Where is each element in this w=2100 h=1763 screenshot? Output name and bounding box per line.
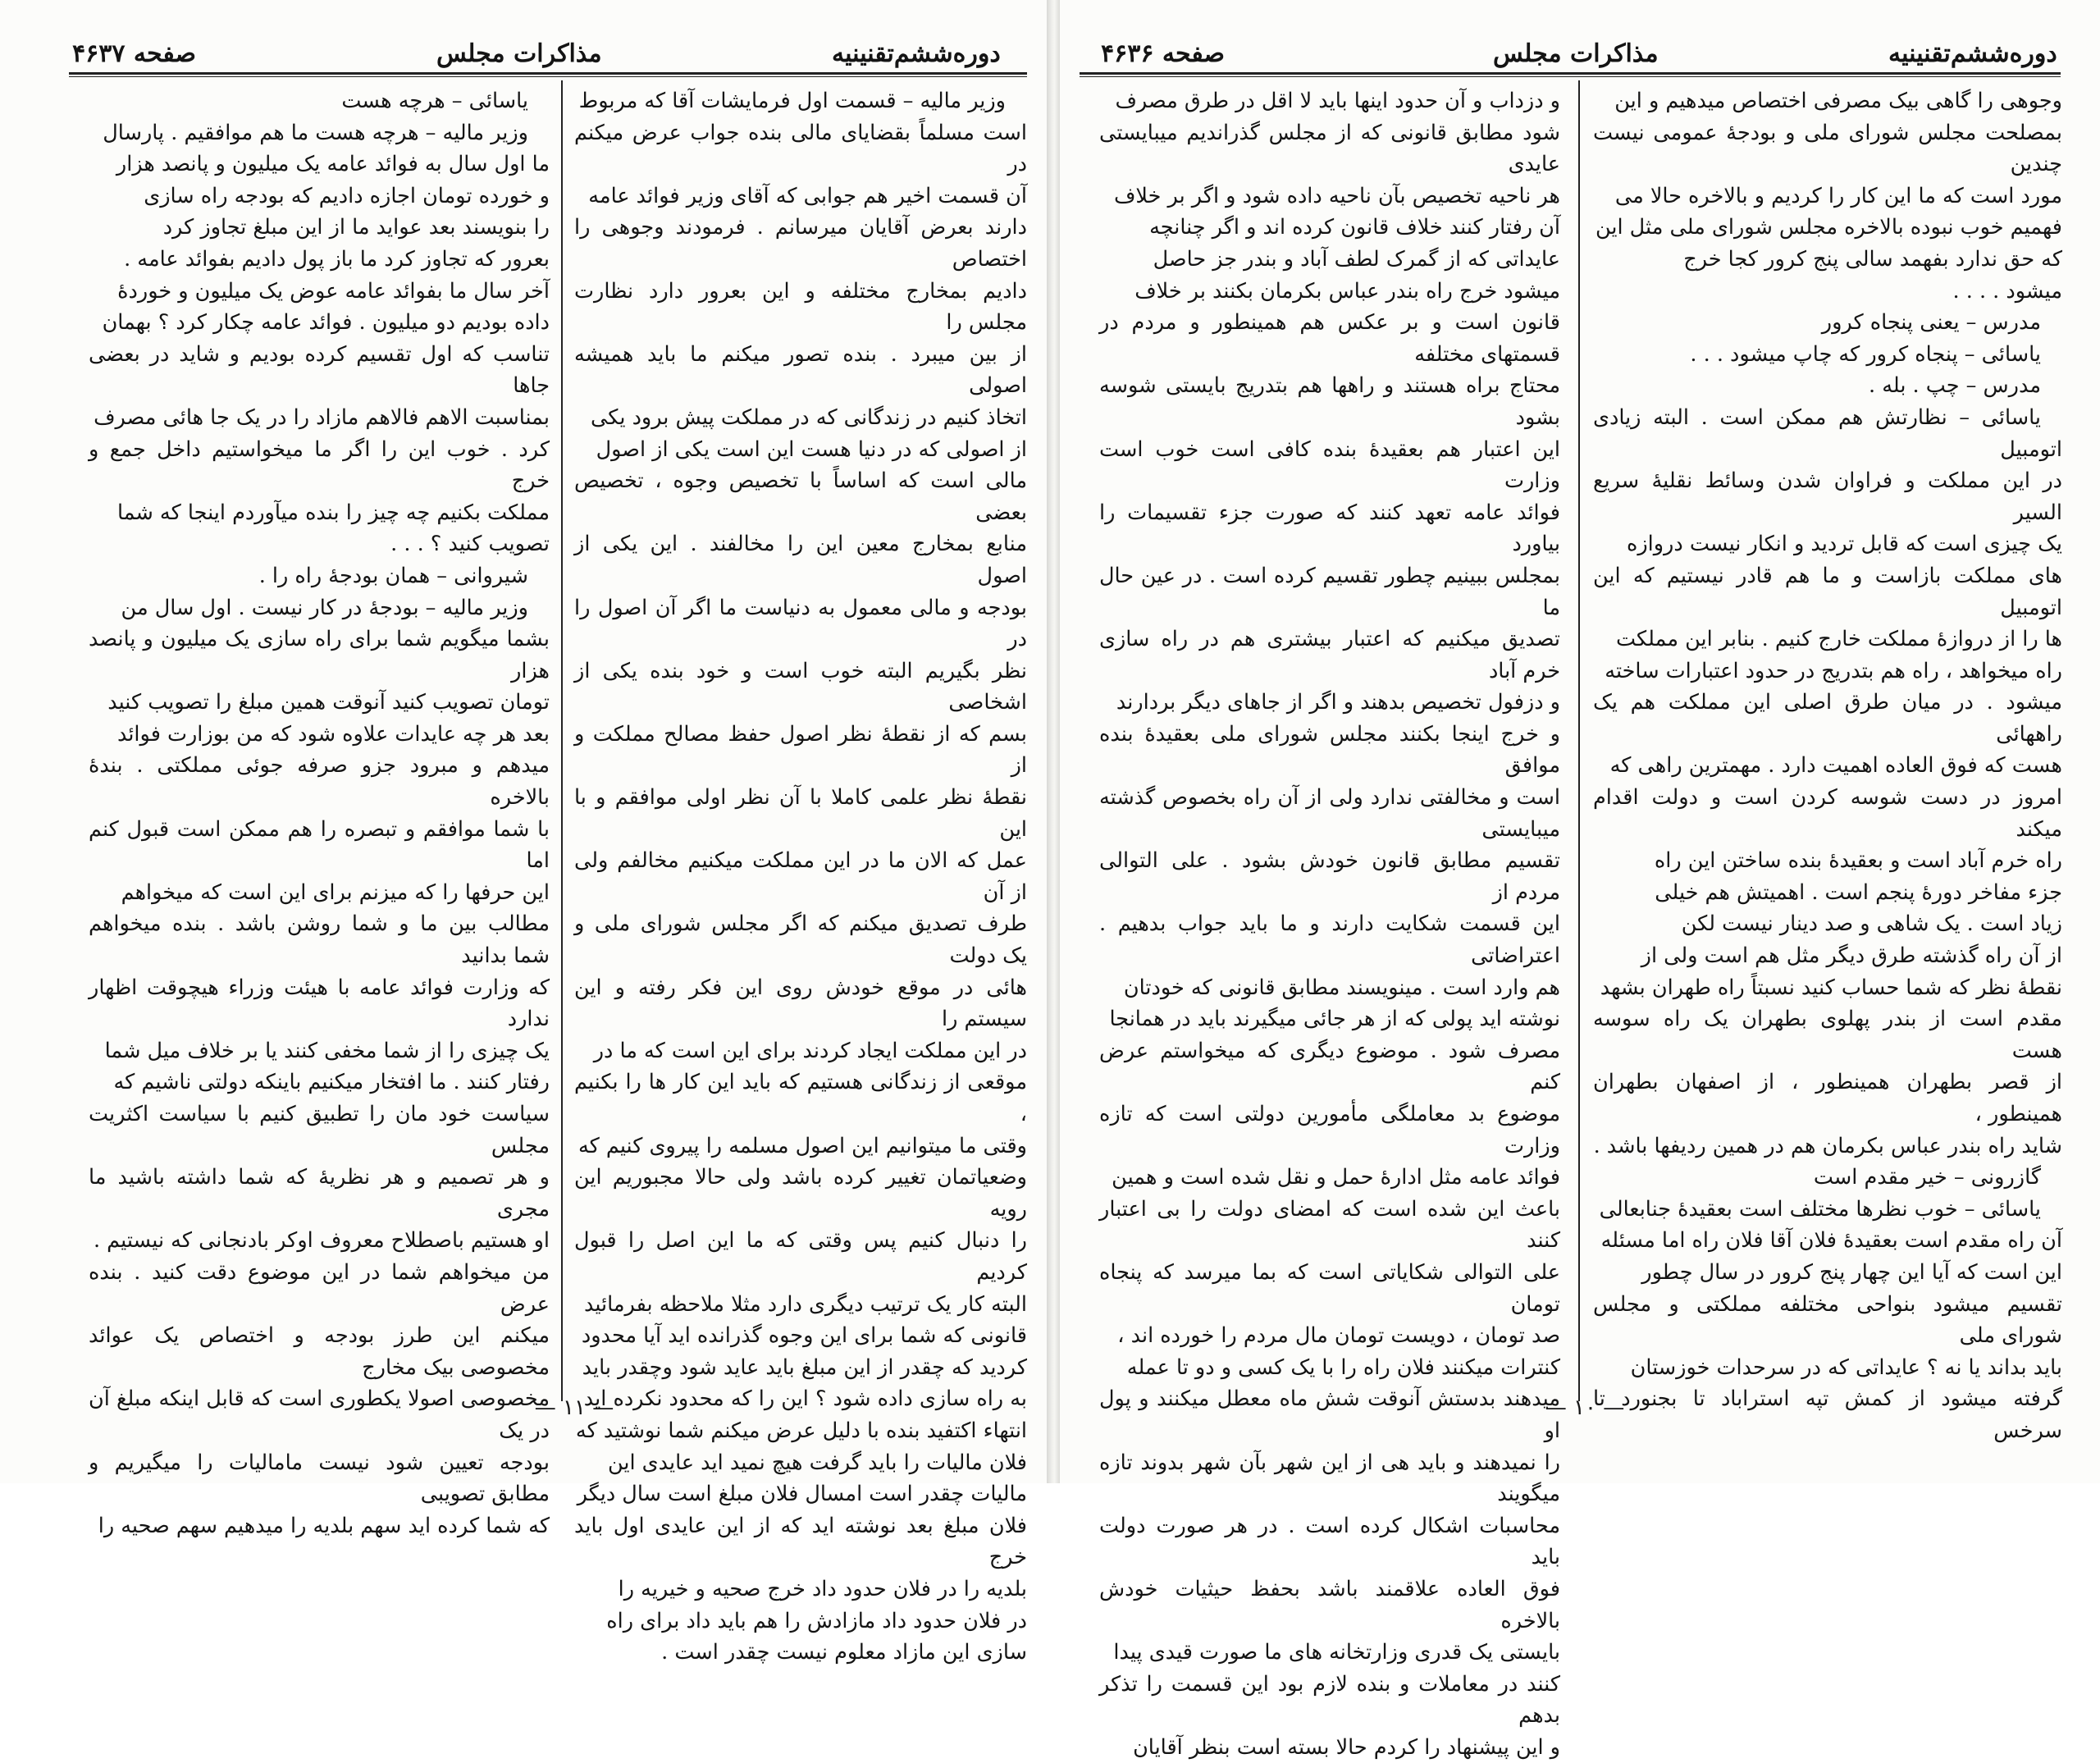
text-line: مقدم است از بندر پهلوی بطهران یک راه سوسه هست	[1593, 1007, 2062, 1063]
text-line: را نمیدهند و باید هی از این شهر بآن شهر بدوند تازه میگویند	[1099, 1450, 1560, 1507]
text-line: وزیر مالیه – هرچه هست ما هم موافقیم . پارسال	[103, 120, 528, 145]
text-line: دادیم بمخارج مختلفه و این بعرور دارد نظارت مجلس را	[574, 278, 1027, 336]
text-line: میشود . . . .	[1952, 278, 2062, 304]
text-column-right	[1593, 85, 2062, 1443]
text-line: گازرونی – خیر مقدم است	[1813, 1165, 2041, 1190]
text-line: بایستی یک قدری وزارتخانه های ما صورت قیدی پیدا	[1113, 1640, 1560, 1665]
text-line: امروز در دست شوسه کردن است و دولت اقدام میکند	[1593, 785, 2062, 842]
text-line: محتاج براه هستند و راهها هم بتدریج بایستی شوسه بشود	[1099, 373, 1560, 430]
text-line: میدهم و مبرود جزو صرفه جوئی مملکتی . بندهٔ بالاخره	[89, 753, 550, 811]
text-line: از قصر بطهران همینطور ، از اصفهان بطهران همینطور ،	[1593, 1070, 2062, 1126]
text-line: میشود . در میان طرق اصلی این مملکت هم یک راههائی	[1593, 690, 2062, 747]
header-rule	[69, 72, 1027, 75]
text-line: البته کار یک ترتیب دیگری دارد مثلا ملاحظه بفرمائید	[583, 1291, 1027, 1317]
text-line: مطالب بین ما و شما روشن باشد . بنده میخواهم شما بدانید	[89, 911, 550, 969]
text-line: ها را از دروازهٔ مملکت خارج کنیم . بنابر این مملکت	[1616, 627, 2062, 652]
page-number: — ۱۰ —	[1545, 1395, 1625, 1420]
text-line: وقتی ما میتوانیم این اصول مسلمه را پیروی کنیم که	[578, 1133, 1027, 1158]
text-line: یک چیزی را از شما مخفی کنند یا بر خلاف میل شما	[104, 1038, 550, 1063]
text-line: از اصولی که در دنیا هست این است یکی از اصول	[596, 436, 1027, 462]
text-line: این حرفها را که میزنم برای این است که میخواهم	[121, 879, 550, 905]
text-line: و خورده تومان اجازه دادیم که بودجه راه سازی	[144, 183, 550, 208]
text-line: هائی در موقع خودش روی این فکر رفته و این سیستم را	[574, 975, 1027, 1032]
text-line: اتخاذ کنیم در زندگانی که در مملکت پیش برود یکی	[591, 404, 1027, 430]
text-line: سازی این مازاد معلوم نیست چقدر است .	[661, 1640, 1027, 1665]
text-line: موقعی از زندگانی هستیم که باید این کار ها را بکنیم ،	[574, 1070, 1027, 1126]
text-line: مورد است که ما این کار را کردیم و بالاخره حالا می	[1614, 183, 2062, 208]
text-line: صد تومان ، دویست تومان مال مردم را خورده اند ،	[1117, 1323, 1560, 1349]
text-line: گرفته میشود از کمش تپه استراباد تا بجنورد تا سرخس	[1593, 1386, 2062, 1443]
text-line: قانون است و بر عکس هم همینطور و مردم در قسمتهای مختلفه	[1099, 310, 1560, 367]
text-line: هست که فوق العاده اهمیت دارد . مهمترین راهی که	[1609, 753, 2062, 779]
text-line: آن راه مقدم است بعقیدهٔ فلان آقا فلان راه اما مسئله	[1600, 1228, 2062, 1254]
text-line: بودجه و مالی معمول به دنیاست ما اگر آن اصول را در	[574, 595, 1027, 652]
text-line: نظر بگیریم البته خوب است و خود بنده یکی از اشخاصی	[574, 658, 1027, 715]
text-line: میکنم این طرز بودجه و اختصاص یک عوائد مخصوصی بیک مخارج	[89, 1323, 550, 1380]
text-line: را بنویسند بعد عواید ما از این مبلغ تجاوز کرد	[162, 215, 550, 240]
text-line: در فلان حدود داد مازادش را هم باید داد برای راه	[606, 1608, 1027, 1633]
text-line: فوائد عامه مثل ادارهٔ حمل و نقل شده است و همین	[1112, 1165, 1560, 1190]
text-line: است و مخالفتی ندارد ولی از آن راه بخصوص گذشته میبایستی	[1099, 785, 1560, 842]
text-line: بعرور که تجاوز کرد ما باز پول دادیم بفوائد عامه .	[124, 246, 550, 272]
text-line: بشما میگویم شما برای راه سازی یک میلیون و پانصد هزار	[89, 627, 550, 683]
text-line: عایداتی که از گمرک لطف آباد و بندر جز حاصل	[1153, 246, 1560, 272]
text-line: یاسائی – خوب نظرها مختلف است بعقیدهٔ جنابعالی	[1599, 1196, 2041, 1222]
text-line: است مسلماً بقضایای مالی بنده جواب عرض میکنم در	[574, 120, 1027, 177]
text-line: سیاست خود مان را تطبیق کنیم با سیاست اکثریت مجلس	[89, 1102, 550, 1158]
text-line: مدرس – چپ . بله .	[1869, 373, 2041, 399]
text-line: وزیر مالیه – قسمت اول فرمایشات آقا که مربوط	[578, 89, 1006, 113]
text-line: تصدیق میکنیم که اعتبار بیشتری هم در راه سازی خرم آباد	[1099, 627, 1560, 683]
text-line: ما اول سال به فوائد عامه یک میلیون و پانصد هزار	[116, 152, 550, 177]
text-line: فلان مالیات را باید گرفت هیچ نمید اید عایدی این	[607, 1450, 1027, 1475]
text-line: هم وارد است . مینویسند مطابق قانونی که خودتان	[1123, 975, 1560, 1000]
text-line: و دزداب و آن حدود اینها باید لا اقل در طرق مصرف	[1115, 89, 1560, 113]
text-line: دارند بعرض آقایان میرسانم . فرمودند وجوهی را اختصاص	[574, 215, 1027, 272]
text-line: آن رفتار کنند خلاف قانون کرده اند و اگر چنانچه	[1149, 215, 1560, 240]
text-line: یاسائی – هرچه هست	[341, 89, 528, 113]
text-line: آخر سال ما بفوائد عامه عوض یک میلیون و خوردهٔ	[117, 278, 550, 304]
text-line: آن قسمت اخیر هم جوابی که آقای وزیر فوائد عامه	[588, 183, 1027, 208]
text-line: منابع بمخارج معین این را مخالفند . این یکی از اصول	[574, 532, 1027, 588]
text-line: از بین میبرد . بنده تصور میکنم ما باید همیشه اصولی	[574, 341, 1027, 399]
text-line: و هر تصمیم و هر نظریهٔ که شما داشته باشید ما مجری	[89, 1165, 550, 1222]
text-line: من میخواهم شما در این موضوع دقت کنید . بنده عرض	[89, 1259, 550, 1317]
page-label: صفحه ۴۶۳۷	[72, 39, 196, 68]
text-line: داده بودیم دو میلیون . فوائد عامه چکار کرد ؟ بهمان	[102, 310, 550, 336]
text-line: تقسیم میشود بنواحی مختلفه مملکتی و مجلس شورای ملی	[1593, 1291, 2062, 1349]
text-line: تناسب که اول تقسیم کرده بودیم و شاید در بعضی جاها	[89, 341, 550, 399]
text-line: این است که آیا این چهار پنج کرور در سال چطور	[1641, 1259, 2062, 1285]
text-line: بمجلس ببینیم چطور تقسیم کرده است . در عین حال ما	[1099, 563, 1560, 620]
text-line: که شما کرده اید سهم بلدیه را میدهیم سهم صحیه را	[98, 1513, 550, 1538]
text-line: کنند در معاملات و بنده لازم بود این قسمت را تذکر بدهم	[1099, 1671, 1560, 1729]
text-line: بمصلحت مجلس شورای ملی و بودجهٔ عمومی نیست چندین	[1593, 120, 2062, 177]
text-line: از آن راه گذشته طرق دیگر مثل هم است ولی از	[1641, 943, 2062, 969]
text-line: مالی است که اساساً با تخصیص وجوه ، تخصیص بعضی	[574, 468, 1027, 525]
text-line: بسم که از نقطهٔ نظر اصول حفظ مصالح مملکت و از	[574, 721, 1027, 779]
text-line: کرد . خوب این را اگر ما میخواستیم داخل جمع و خرج	[89, 436, 550, 494]
text-line: شاید راه بندر عباس بکرمان هم در همین ردیفها باشد .	[1593, 1133, 2062, 1158]
text-line: این قسمت شکایت دارند و ما باید جواب بدهیم . اعتراضاتی	[1099, 911, 1560, 969]
text-line: بلدیه را در فلان حدود داد خرج صحیه و خیریه را	[618, 1576, 1027, 1601]
text-line: زیاد است . یک شاهی و صد دینار نیست لکن	[1681, 911, 2062, 937]
text-line: که حق ندارد بفهمد سالی پنج کرور کجا خرج	[1683, 246, 2062, 272]
page-label: صفحه ۴۶۳۶	[1101, 39, 1225, 68]
text-line: طرف تصدیق میکنم که اگر مجلس شورای ملی و یک دولت	[574, 911, 1027, 969]
text-column-left	[89, 85, 550, 1538]
text-line: میدهند بدستش آنوقت شش ماه معطل میکنند و پول او	[1099, 1386, 1560, 1443]
text-line: فوق العاده علاقمند باشد بحفظ حیثیات خودش بالاخره	[1099, 1576, 1560, 1633]
right-page	[1060, 0, 2100, 1760]
text-line: فهمیم خوب نبوده بالاخره مجلس شورای ملی مثل این	[1595, 215, 2062, 240]
header-rule-thin	[1080, 76, 2061, 77]
book-gutter	[1047, 0, 1060, 1483]
text-line: یک چیزی است که قابل تردید و انکار نیست دروازه	[1626, 532, 2062, 557]
text-line: شیروانی – همان بودجهٔ راه را .	[258, 563, 528, 588]
text-line: موضوع بد معاملگی مأمورین دولتی است که تازه وزارت	[1099, 1102, 1560, 1158]
text-line: تومان تصویب کنید آنوقت همین مبلغ را تصویب کنید	[107, 690, 550, 715]
text-line: باعث این شده است که امضای دولت را بی اعتبار کنند	[1099, 1196, 1560, 1254]
text-line: و دزفول تخصیص بدهند و اگر از جاهای دیگر بردارند	[1116, 690, 1560, 715]
text-line: فلان مبلغ بعد نوشته اید که از این عایدی اول باید خرج	[574, 1513, 1027, 1570]
text-line: محاسبات اشکال کرده است . در هر صورت دولت باید	[1099, 1513, 1560, 1570]
text-line: راه میخواهد ، راه هم بتدریج در حدود اعتبارات ساخته	[1605, 658, 2062, 683]
text-line: تقسیم مطابق قانون خودش بشود . علی التوالی مردم از	[1099, 848, 1560, 905]
text-line: انتهاء اکتفید بنده با دلیل عرض میکنم شما نوشتید که	[575, 1418, 1027, 1443]
session-label: دوره‌ششم‌تقنینیه	[1888, 39, 2057, 68]
text-line: وزیر مالیه – بودجهٔ در کار نیست . اول سال من	[121, 595, 528, 620]
text-line: جزء مفاخر دورهٔ پنجم است . اهمیتش هم خیلی	[1655, 879, 2062, 905]
text-line: مملکت بکنیم چه چیز را بنده میآوردم اینجا که شما	[116, 500, 550, 525]
text-line: با شما موافقم و تبصره را هم ممکن است قبول کنم اما	[89, 816, 550, 874]
text-line: رفتار کنند . ما افتخار میکنیم باینکه دولتی ناشیم که	[113, 1070, 550, 1095]
text-line: تصویب کنید ؟ . . .	[390, 532, 550, 557]
text-line: وضعیاتمان تغییر کرده باشد ولی حالا مجبوریم این رویه	[574, 1165, 1027, 1222]
text-line: یاسائی – نظارتش هم ممکن است . البته زیادی اتومبیل	[1593, 404, 2062, 462]
text-line: که وزارت فوائد عامه با هیئت وزراء هیچوقت اظهار ندارد	[89, 975, 550, 1032]
text-line: نوشته اید پولی که از هر جائی میگیرند باید در همانجا	[1109, 1007, 1560, 1032]
journal-title: مذاکرات مجلس	[1493, 39, 1659, 68]
text-line: این اعتبار هم بعقیدهٔ بنده کافی است خوب است وزارت	[1099, 436, 1560, 494]
header-rule-thin	[69, 76, 1027, 77]
text-line: مخصوصی اصولا یکطوری است که قابل اینکه مبلغ آن در یک	[89, 1386, 550, 1443]
text-line: و خرج اینجا بکنند مجلس شورای ملی بعقیدهٔ بنده موافق	[1099, 721, 1560, 779]
text-line: فوائد عامه تعهد کنند که صورت جزء تقسیمات را بیاورد	[1099, 500, 1560, 557]
text-line: کردید که چقدر از این مبلغ باید عاید شود وچقدر باید	[582, 1354, 1027, 1380]
text-line: در این مملکت ایجاد کردند برای این است که ما در	[593, 1038, 1027, 1063]
text-line: نقطهٔ نظر که شما حساب کنید نسبتاً راه طهران بشهد	[1600, 975, 2062, 1000]
page-number: — ۱۱ —	[534, 1395, 614, 1420]
text-line: به راه سازی داده شود ؟ این را که محدود نکرده اید	[583, 1386, 1027, 1412]
text-line: مالیات چقدر است امسال فلان مبلغ است سال دیگر	[577, 1482, 1027, 1507]
text-line: مصرف شود . موضوع دیگری که میخواستم عرض کنم	[1099, 1038, 1560, 1095]
text-line: هر ناحیه تخصیص بآن ناحیه داده شود و اگر بر خلاف	[1113, 183, 1560, 208]
text-line: او هستیم باصطلاح معروف اوکر بادنجانی که نیستیم .	[93, 1228, 550, 1254]
column-divider	[1578, 80, 1580, 1401]
text-line: نقطهٔ نظر علمی کاملا با آن نظر اولی موافقم و با این	[574, 785, 1027, 842]
text-line: بعد هر چه عایدات علاوه شود که من بوزارت فوائد	[116, 721, 550, 747]
text-line: یاسائی – پنجاه کرور که چاپ میشود . . .	[1690, 341, 2041, 367]
text-line: بمناسبت الاهم فالاهم مازاد را در یک جا هائی مصرف	[94, 404, 550, 430]
text-line: میشود خرج راه بندر عباس بکرمان بکنند بر خلاف	[1134, 278, 1560, 304]
text-line: و این پیشنهاد را کردم حالا بسته است بنظر آقایان	[1133, 1734, 1560, 1760]
text-line: را دنبال کنیم پس وقتی که ما این اصل را قبول کردیم	[574, 1228, 1027, 1285]
journal-title: مذاکرات مجلس	[436, 39, 602, 68]
text-line: های مملکت بازاست و ما هم قادر نیستیم که این اتومبیل	[1593, 563, 2062, 620]
text-line: شود مطابق قانونی که از مجلس گذراندیم میبایستی عایدی	[1099, 120, 1560, 177]
text-line: باید بداند یا نه ؟ عایداتی که در سرحدات خوزستان	[1630, 1354, 2062, 1380]
text-line: کنترات میکنند فلان راه را با یک کسی و دو تا عمله	[1126, 1354, 1560, 1380]
text-line: وجوهی را گاهی بیک مصرفی اختصاص میدهیم و این	[1614, 89, 2062, 113]
text-line: راه خرم آباد است و بعقیدهٔ بنده ساختن این راه	[1654, 848, 2062, 874]
text-line: عمل که الان ما در این مملکت میکنیم مخالفم ولی از آن	[574, 848, 1027, 905]
text-line: قانونی که شما برای این وجوه گذرانده اید آیا محدود	[581, 1323, 1027, 1349]
text-line: در این مملکت و فراوان شدن وسائط نقلیهٔ سریع السیر	[1593, 468, 2062, 525]
session-label: دوره‌ششم‌تقنینیه	[832, 39, 1001, 68]
column-divider	[561, 80, 563, 1401]
text-line: علی التوالی شکایاتی است که بما میرسد که پنجاه تومان	[1099, 1259, 1560, 1317]
text-line: بودجه تعیین شود نیست مامالیات را میگیریم و مطابق تصویبی	[89, 1450, 550, 1507]
text-column-left	[1099, 85, 1560, 1760]
header-rule	[1080, 72, 2061, 75]
left-page	[0, 0, 1047, 1665]
text-line: مدرس – یعنی پنجاه کرور	[1821, 310, 2041, 336]
